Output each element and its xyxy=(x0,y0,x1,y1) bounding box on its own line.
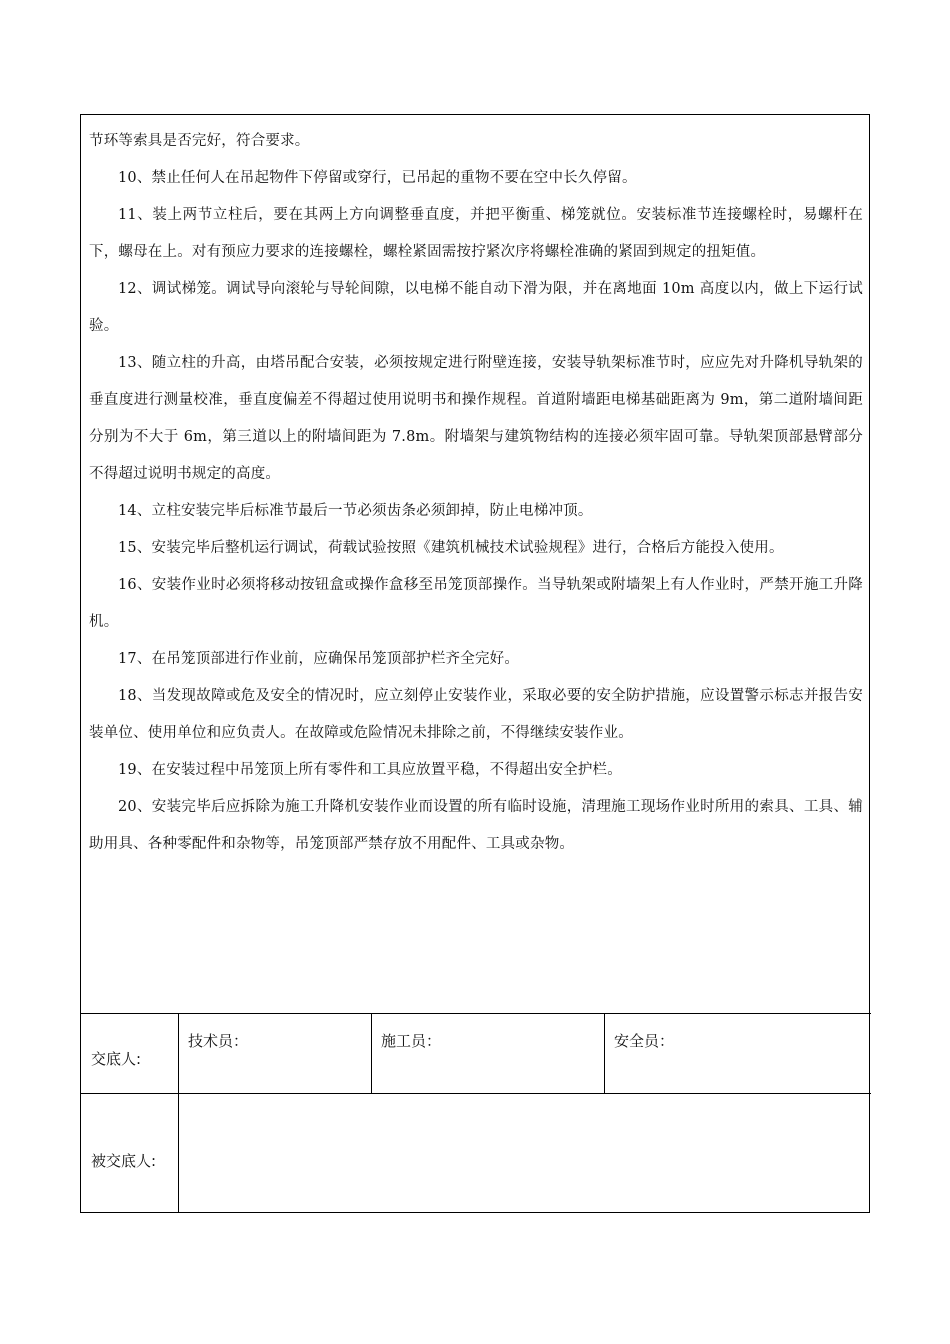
paragraph-10: 10、禁止任何人在吊起物件下停留或穿行，已吊起的重物不要在空中长久停留。 xyxy=(118,170,637,186)
paragraph-11: 11、装上两节立柱后，要在其两上方向调整垂直度，并把平衡重、梯笼就位。安装标准节连接螺栓时，易螺杆在下，螺母在上。对有预应力要求的连接螺栓，螺栓紧固需按拧紧次序将螺栓准确的紧固到规定的扭矩值。 xyxy=(89,207,863,260)
paragraph-14: 14、立柱安装完毕后标准节最后一节必须齿条必须卸掉，防止电梯冲顶。 xyxy=(118,503,593,519)
discloser-label: 交底人: xyxy=(91,1050,142,1068)
paragraph-12: 12、调试梯笼。调试导向滚轮与导轮间隙，以电梯不能自动下滑为限，并在离地面 10m 高度以内，做上下运行试验。 xyxy=(89,281,863,334)
paragraph-19: 19、在安装过程中吊笼顶上所有零件和工具应放置平稳，不得超出安全护栏。 xyxy=(118,762,622,778)
paragraph-18: 18、当发现故障或危及安全的情况时，应立刻停止安装作业，采取必要的安全防护措施，应设置警示标志并报告安装单位、使用单位和应负责人。在故障或危险情况未排除之前，不得继续安装作业。 xyxy=(89,688,863,741)
paragraph-continuation: 节环等索具是否完好，符合要求。 xyxy=(89,133,310,149)
paragraph-15: 15、安装完毕后整机运行调试，荷载试验按照《建筑机械技术试验规程》进行，合格后方能投入使用。 xyxy=(118,540,784,556)
recipient-label: 被交底人: xyxy=(91,1152,157,1170)
table-top-border xyxy=(81,1013,871,1014)
paragraph-20: 20、安装完毕后应拆除为施工升降机安装作业而设置的所有临时设施，清理施工现场作业时所用的索具、工具、辅助用具、各种零配件和杂物等，吊笼顶部严禁存放不用配件、工具或杂物。 xyxy=(89,799,863,852)
disclosure-frame xyxy=(80,114,870,1213)
paragraph-16: 16、安装作业时必须将移动按钮盒或操作盒移至吊笼顶部操作。当导轨架或附墙架上有人作业时，严禁开施工升降机。 xyxy=(89,577,863,630)
constructor-label: 施工员： xyxy=(381,1032,442,1050)
procedure-text xyxy=(81,115,871,1013)
label-column-divider xyxy=(178,1013,179,1213)
safety-officer-label: 安全员： xyxy=(614,1032,675,1050)
table-row-divider xyxy=(81,1093,871,1094)
paragraph-13: 13、随立柱的升高，由塔吊配合安装，必须按规定进行附壁连接，安装导轨架标准节时，应应先对升降机导轨架的垂直度进行测量校准，垂直度偏差不得超过使用说明书和操作规程。首道附墙距电梯基础距离为 9m，第二道附墙间距分别为不大于 6m，第三道以上的附墙间距为 7.8m。附墙架与建筑物结构的连接必须牢固可靠。导轨架顶部悬臂部分不得超过说明书规定的高度。 xyxy=(89,355,863,482)
technician-label: 技术员： xyxy=(188,1032,249,1050)
constructor-column-divider xyxy=(604,1013,605,1093)
technician-column-divider xyxy=(371,1013,372,1093)
paragraph-17: 17、在吊笼顶部进行作业前，应确保吊笼顶部护栏齐全完好。 xyxy=(118,651,520,667)
